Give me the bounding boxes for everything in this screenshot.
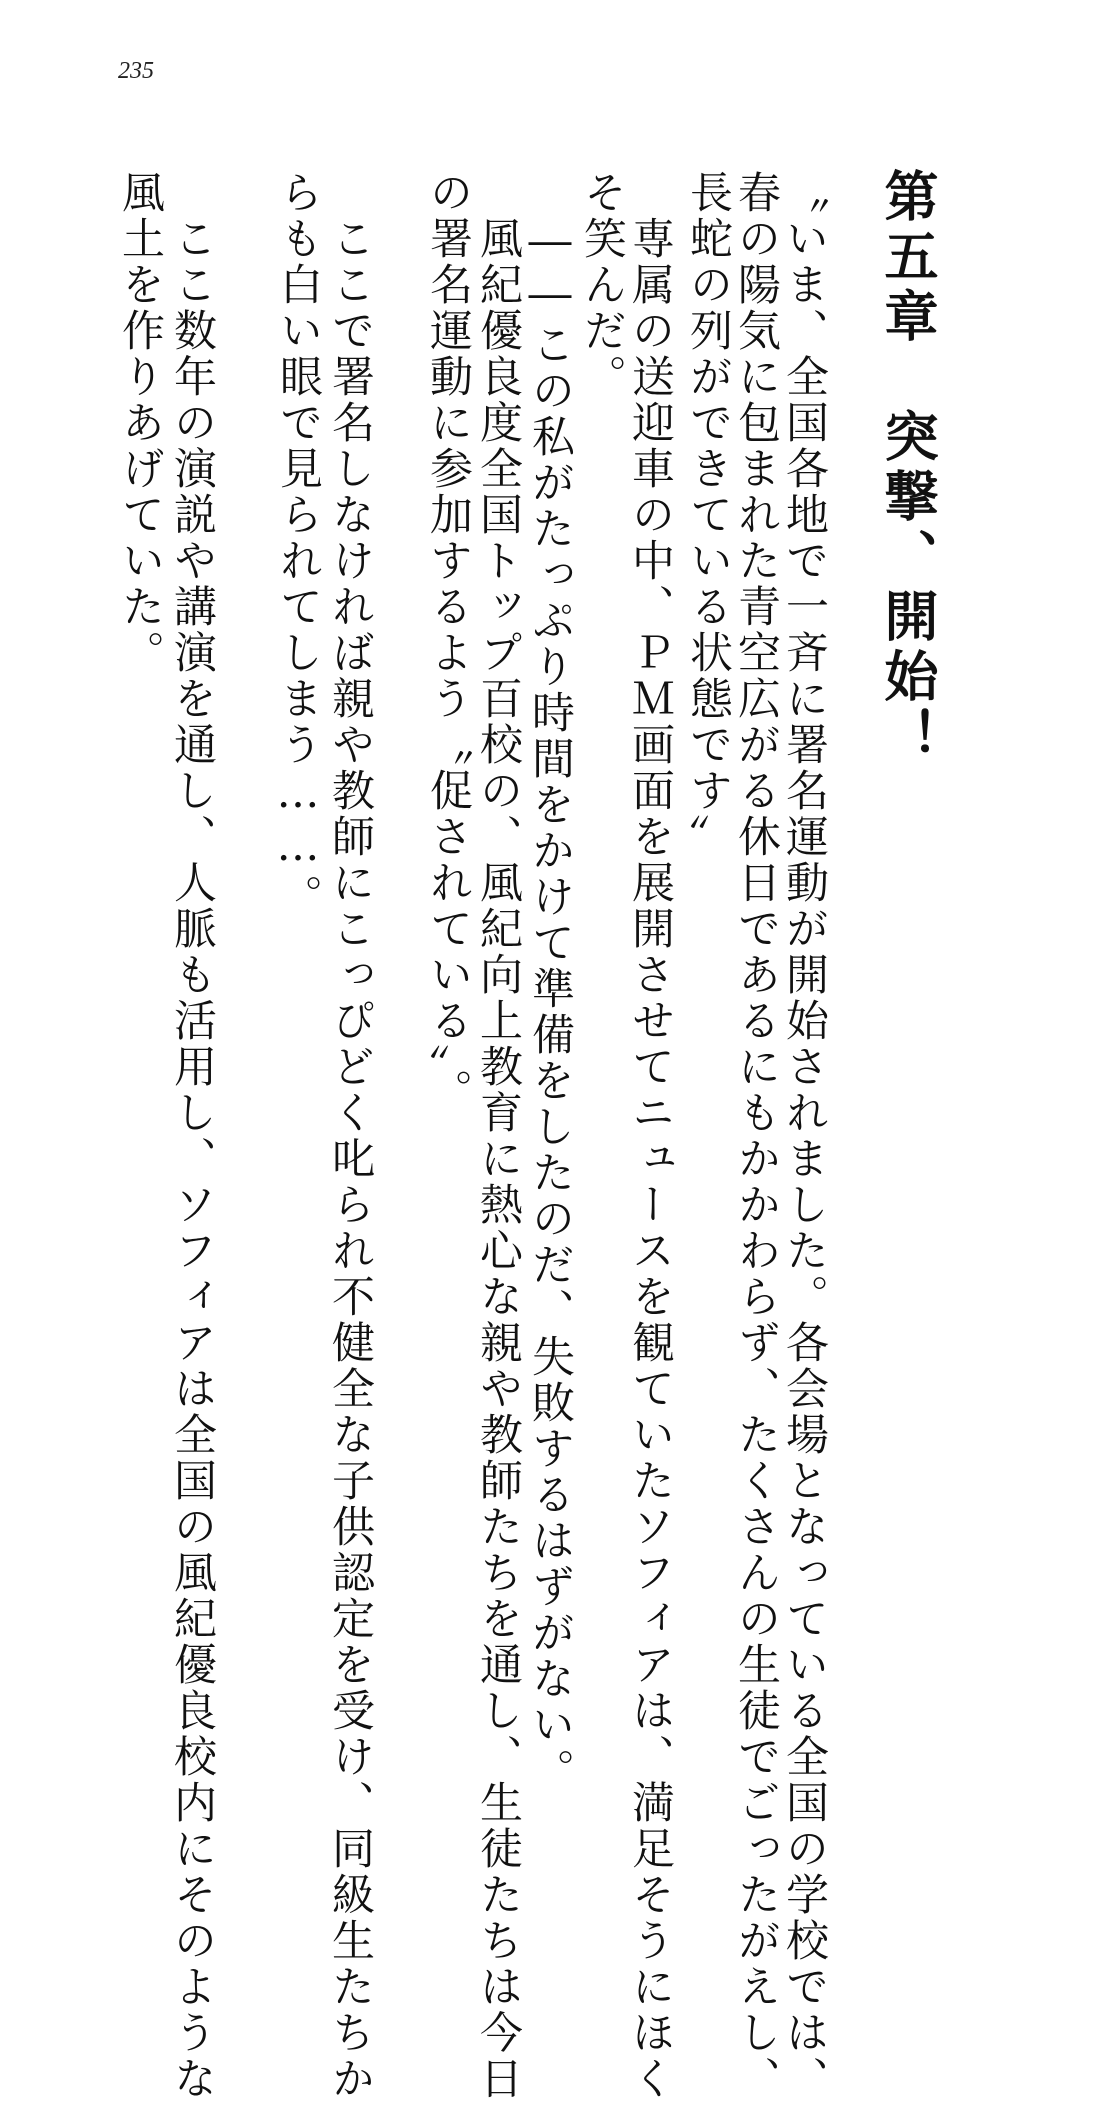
text-column-4: 専属の送迎車の中、ＰＭ画面を展開させてニュースを観ていたソフィアは、満足そうにほく <box>625 170 675 2102</box>
text-column-11: ここ数年の演説や講演を通し、人脈も活用し、ソフィアは全国の風紀優良校内にそのような <box>167 170 217 2102</box>
text-column-7: 風紀優良度全国トップ百校の、風紀向上教育に熱心な親や教師たちを通し、生徒たちは今日 <box>473 170 523 2102</box>
text-column-5: そ笑んだ。 <box>577 170 627 400</box>
text-column-3: 長蛇の列ができている状態です〟 <box>683 170 733 860</box>
text-column-9: ここで署名しなければ親や教師にこっぴどく叱られ不健全な子供認定を受け、同級生たちか <box>325 170 375 2102</box>
chapter-title: 第五章 突撃、開始！ <box>876 168 939 768</box>
text-column-10: らも白い眼で見られてしまう……。 <box>273 170 323 920</box>
text-column-8: の署名運動に参加するよう〝促されている〟。 <box>423 170 473 1115</box>
page-number: 235 <box>118 58 154 84</box>
text-column-1: 〝いま、全国各地で一斉に署名運動が開始されました。各会場となっている全国の学校では、 <box>779 170 829 2102</box>
text-column-12: 風土を作りあげていた。 <box>115 170 165 676</box>
text-column-2: 春の陽気に包まれた青空広がる休日であるにもかかわらず、たくさんの生徒でごったがえし、 <box>731 170 781 2102</box>
text-column-6: ――この私がたっぷり時間をかけて準備をしたのだ、失敗するはずがない。 <box>525 170 575 1794</box>
